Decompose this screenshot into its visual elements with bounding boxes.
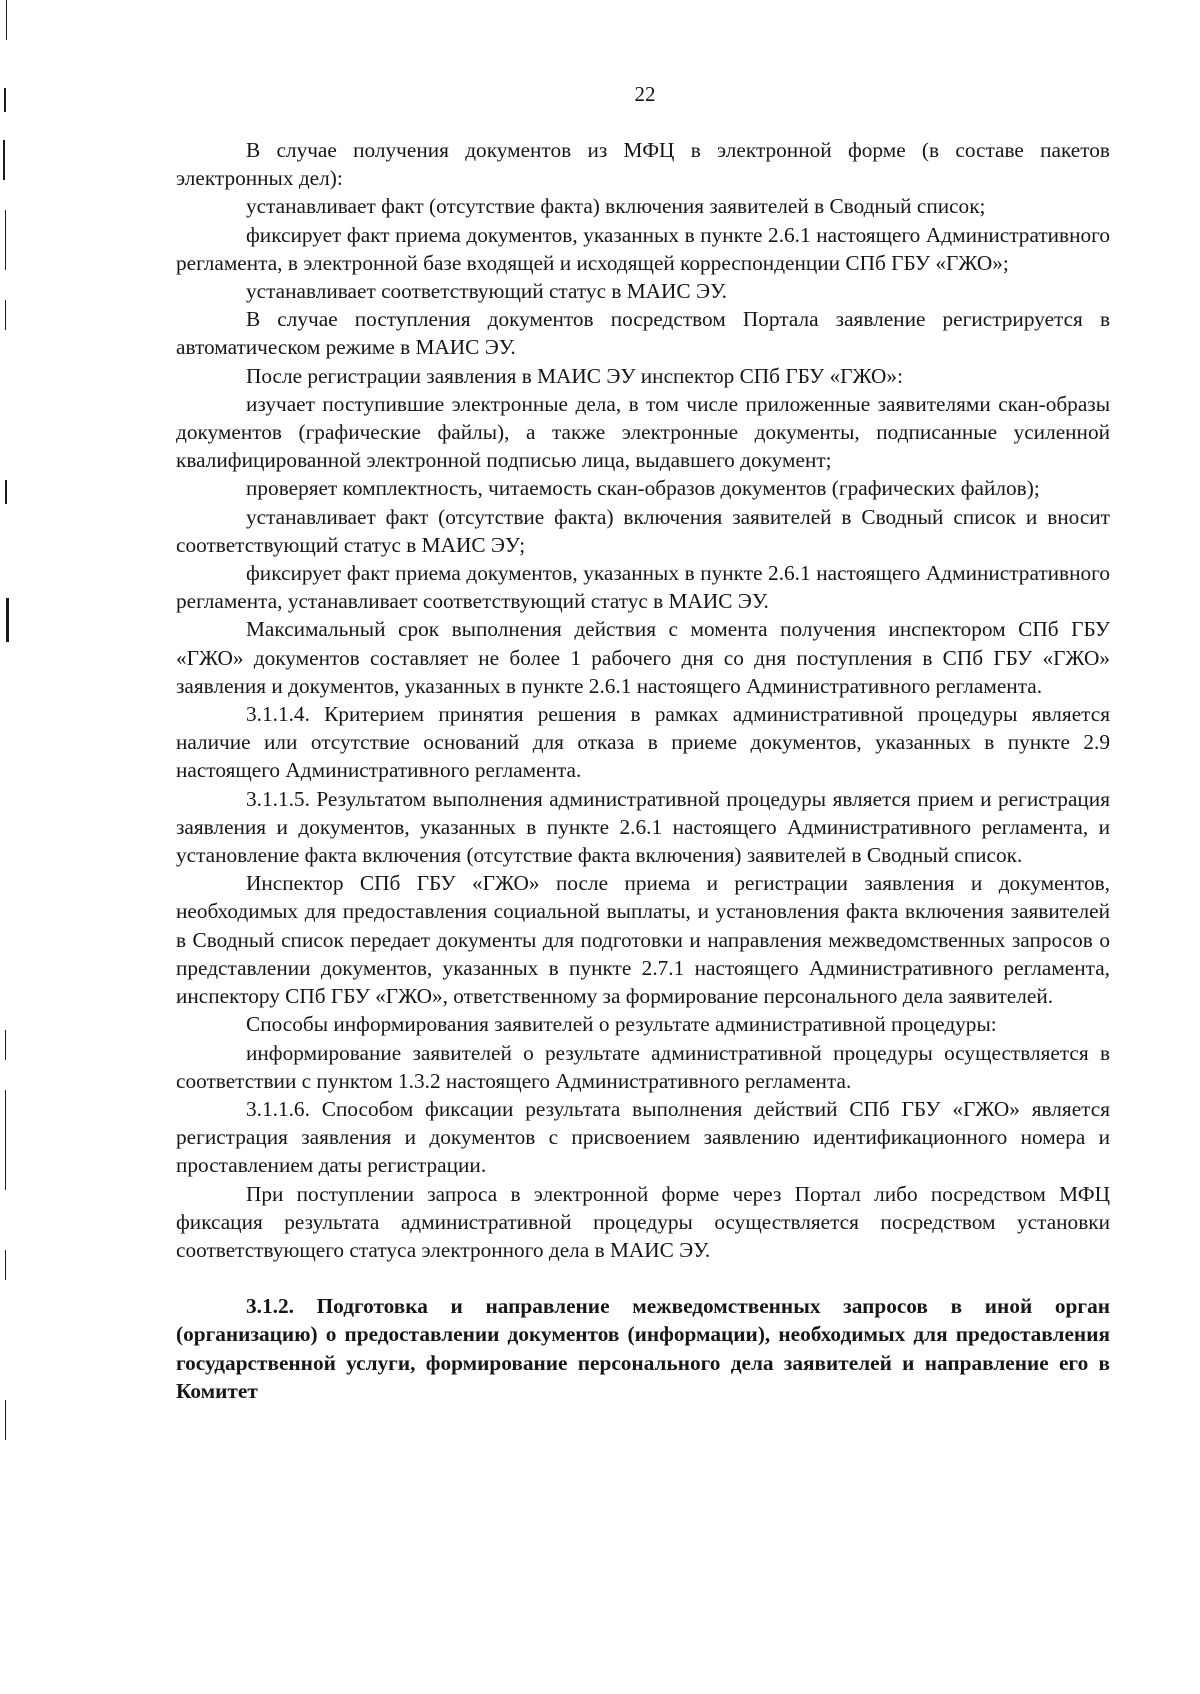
scan-edge-mark [6,598,9,642]
scan-edge-mark [5,1030,6,1060]
paragraph: В случае получения документов из МФЦ в электронной форме (в составе пакетов электронных дел): [176,138,1110,191]
section-heading: 3.1.2. Подготовка и направление межведомственных запросов в иной орган (организацию) о предоставлении документов (информации), необходимых для предоставления государственной услуги, формирование персонального дела заявителей и направление его в Комитет [176,1294,1110,1403]
scan-edge-mark [6,0,7,40]
paragraph: Максимальный срок выполнения действия с момента получения инспектором СПб ГБУ «ГЖО» документов составляет не более 1 рабочего дня со дня поступления в СПб ГБУ «ГЖО» заявления и документов, указанных в пункте 2.6.1 настоящего Административного регламента. [176,617,1110,698]
paragraph: Способы информирования заявителей о результате административной процедуры: [246,1012,997,1037]
scan-edge-mark [5,210,6,270]
paragraph: проверяет комплектность, читаемость скан-образов документов (графических файлов); [246,476,1040,501]
paragraph: При поступлении запроса в электронной форме через Портал либо посредством МФЦ фиксация результата административной процедуры осуществляется посредством установки соответствующего статуса электронного дела в МАИС ЭУ. [176,1181,1110,1262]
scan-edge-mark [5,300,6,330]
document-body [176,136,1110,1405]
paragraph: изучает поступившие электронные дела, в том числе приложенные заявителями скан-образы документов (графические файлы), а также электронные документы, подписанные усиленной квалифицированной электронной подписью лица, выдавшего документ; [176,391,1110,473]
paragraph: информирование заявителей о результате административной процедуры осуществляется в соответствии с пунктом 1.3.2 настоящего Административного регламента. [176,1040,1110,1093]
paragraph: фиксирует факт приема документов, указанных в пункте 2.6.1 настоящего Административного регламента, в электронной базе входящей и исходящей корреспонденции СПб ГБУ «ГЖО»; [176,222,1110,275]
scan-edge-mark [3,140,5,180]
scan-edge-mark [4,88,6,112]
paragraph: устанавливает факт (отсутствие факта) включения заявителей в Сводный список и вносит соответствующий статус в МАИС ЭУ; [176,504,1110,557]
scan-edge-mark [5,480,7,504]
scan-edge-mark [5,1250,6,1280]
paragraph: После регистрации заявления в МАИС ЭУ инспектор СПб ГБУ «ГЖО»: [246,363,903,388]
paragraph: устанавливает соответствующий статус в МАИС ЭУ. [246,279,727,304]
paragraph: 3.1.1.4. Критерием принятия решения в рамках административной процедуры является наличие или отсутствие оснований для отказа в приеме документов, указанных в пункте 2.9 настоящего Административного регламента. [176,702,1110,783]
paragraph: Инспектор СПб ГБУ «ГЖО» после приема и регистрации заявления и документов, необходимых для предоставления социальной выплаты, и установления факта включения заявителей в Сводный список передает документы для подготовки и направления межведомственных запросов о представлении документов, указанных в пункте 2.7.1 настоящего Административного регламента, инспектору СПб ГБУ «ГЖО», ответственному за формирование персонального дела заявителей. [176,871,1110,1009]
page-number: 22 [634,82,656,106]
paragraph: В случае поступления документов посредством Портала заявление регистрируется в автоматическом режиме в МАИС ЭУ. [176,307,1110,360]
paragraph: фиксирует факт приема документов, указанных в пункте 2.6.1 настоящего Административного регламента, устанавливает соответствующий статус в МАИС ЭУ. [176,561,1110,614]
paragraph: 3.1.1.6. Способом фиксации результата выполнения действий СПб ГБУ «ГЖО» является регистрация заявления и документов с присвоением заявлению идентификационного номера и проставлением даты регистрации. [176,1096,1110,1178]
scan-edge-mark [5,1090,6,1190]
scan-edge-mark [5,1400,6,1440]
paragraph: 3.1.1.5. Результатом выполнения административной процедуры является прием и регистрация заявления и документов, указанных в пункте 2.6.1 настоящего Административного регламента, и установление факта включения (отсутствие факта включения) заявителей в Сводный список. [176,786,1110,868]
paragraph: устанавливает факт (отсутствие факта) включения заявителей в Сводный список; [246,194,986,219]
